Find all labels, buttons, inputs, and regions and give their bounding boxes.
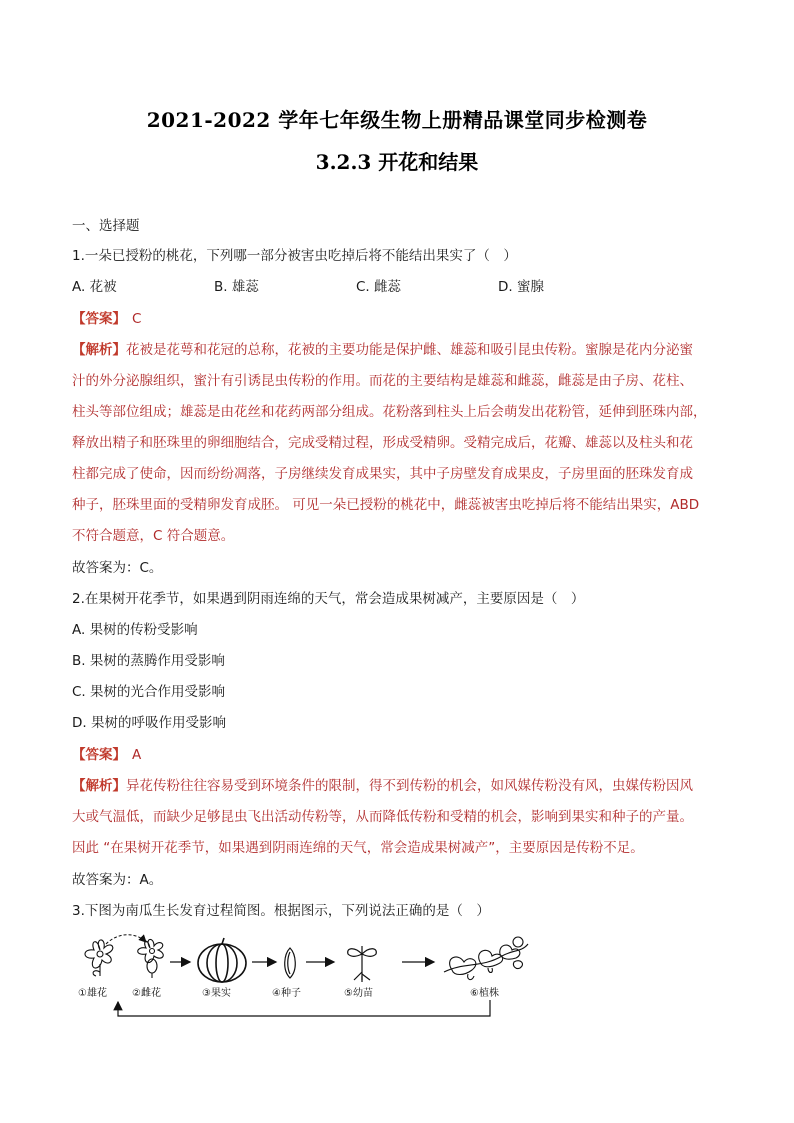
q1-analysis-line: 种子，胚珠里面的受精卵发育成胚。 可见一朵已授粉的桃花中，雌蕊被害虫吃掉后将不能结出果实，ABD	[72, 497, 700, 513]
q1-analysis-line: 汁的外分泌腺组织，蜜汁有引诱昆虫传粉的作用。而花的主要结构是雄蕊和雌蕊，雌蕊是由子房、花柱、	[72, 373, 693, 389]
q1-conclusion: 故答案为：C。	[72, 560, 163, 576]
analysis-label: 【解析】	[72, 342, 126, 358]
q1-answer-line	[72, 309, 732, 329]
q2-answer: A	[132, 747, 142, 763]
q1-stem: 1.一朵已授粉的桃花，下列哪一部分被害虫吃掉后将不能结出果实了（ ）	[72, 248, 517, 264]
diagram-label: ⑥植株	[470, 988, 499, 999]
diagram-label: ②雌花	[132, 988, 161, 999]
diagram-label: ①雄花	[78, 988, 107, 999]
q1-option-b: B. 雄蕊	[214, 279, 259, 295]
q2-option-d: D. 果树的呼吸作用受影响	[72, 715, 226, 731]
q2-stem: 2.在果树开花季节，如果遇到阴雨连绵的天气，常会造成果树减产，主要原因是（ ）	[72, 591, 585, 607]
q2-option-b: B. 果树的蒸腾作用受影响	[72, 653, 225, 669]
diagram-label: ③果实	[202, 988, 231, 999]
q2-analysis-line: 【解析】异花传粉往往容易受到环境条件的限制，得不到传粉的机会，如风媒传粉没有风，虫媒传粉因风	[72, 778, 693, 794]
page-title: 2021-2022 学年七年级生物上册精品课堂同步检测卷	[146, 108, 648, 132]
q2-option-c: C. 果树的光合作用受影响	[72, 684, 226, 700]
female-flower-icon	[138, 939, 164, 978]
q2-analysis-line: 大或气温低，而缺少足够昆虫飞出活动传粉等，从而降低传粉和受精的机会，影响到果实和种子的产量。	[72, 809, 693, 825]
q2-conclusion: 故答案为：A。	[72, 872, 163, 888]
q1-option-d: D. 蜜腺	[498, 279, 544, 295]
analysis-label: 【解析】	[72, 778, 126, 794]
q1-analysis-line: 释放出精子和胚珠里的卵细胞结合，完成受精过程，形成受精卵。受精完成后，花瓣、雄蕊以及柱头和花	[72, 435, 693, 451]
q1-analysis-line: 不符合题意，C 符合题意。	[72, 528, 235, 544]
q1-option-a: A. 花被	[72, 279, 117, 295]
q3-stem: 3.下图为南瓜生长发育过程简图。根据图示，下列说法正确的是（ ）	[72, 903, 490, 919]
q1-analysis-line: 【解析】花被是花萼和花冠的总称，花被的主要功能是保护雌、雄蕊和吸引昆虫传粉。蜜腺是花内分泌蜜	[72, 342, 693, 358]
diagram-label: ④种子	[272, 988, 301, 999]
male-flower-icon	[85, 940, 113, 976]
answer-label: 【答案】	[72, 747, 126, 763]
pumpkin-fruit-icon	[198, 938, 246, 982]
section-heading: 一、选择题	[72, 218, 140, 234]
q2-option-a: A. 果树的传粉受影响	[72, 622, 198, 638]
q2-answer-line	[72, 745, 732, 765]
q1-option-c: C. 雌蕊	[356, 279, 402, 295]
seedling-icon	[348, 946, 377, 982]
pumpkin-life-cycle-diagram	[72, 932, 532, 1024]
page-subtitle: 3.2.3 开花和结果	[315, 150, 479, 174]
q1-answer: C	[132, 311, 142, 327]
diagram-label: ⑤幼苗	[344, 988, 373, 999]
answer-label: 【答案】	[72, 311, 126, 327]
mature-plant-icon	[444, 937, 528, 980]
q2-analysis-line: 因此 “在果树开花季节，如果遇到阴雨连绵的天气，常会造成果树减产”，主要原因是传粉不足。	[72, 840, 644, 856]
q1-analysis-line: 柱头等部位组成；雄蕊是由花丝和花药两部分组成。花粉落到柱头上后会萌发出花粉管，延伸到胚珠内部，	[72, 404, 707, 420]
q1-analysis-line: 柱都完成了使命，因而纷纷凋落，子房继续发育成果实，其中子房壁发育成果皮，子房里面的胚珠发育成	[72, 466, 693, 482]
seed-icon	[285, 948, 296, 978]
